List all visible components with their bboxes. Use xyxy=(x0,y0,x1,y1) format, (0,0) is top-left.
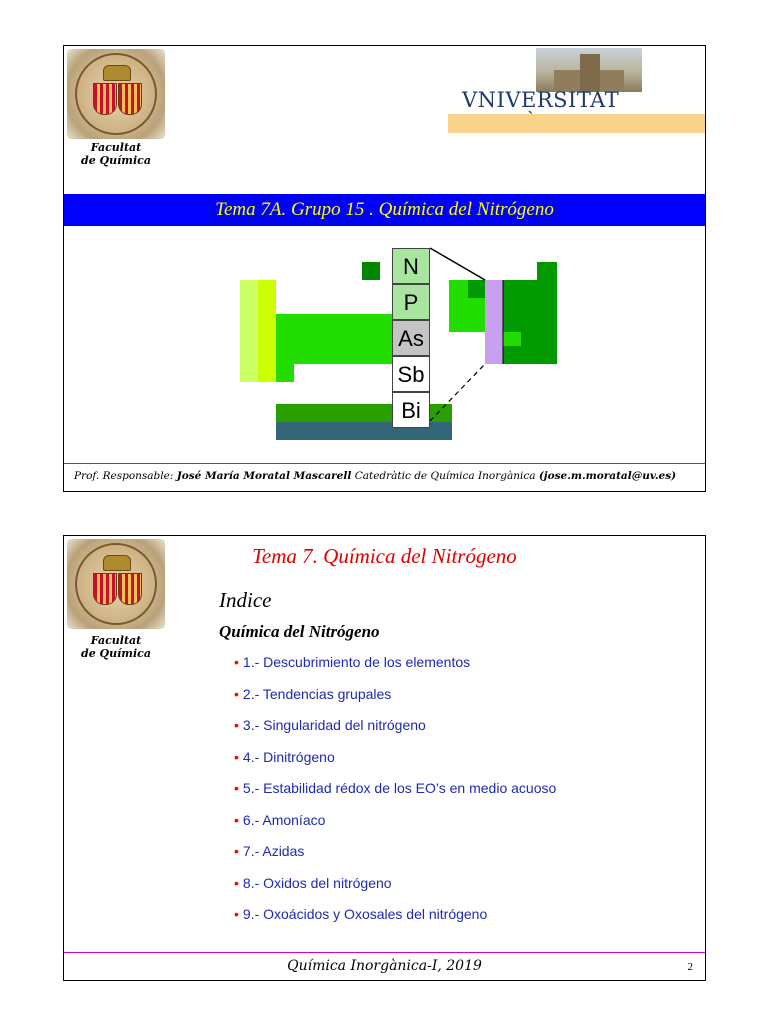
list-item-text: 3.- Singularidad del nitrógeno xyxy=(242,717,426,733)
list-item-text: 7.- Azidas xyxy=(242,843,305,859)
footer-position: Catedràtic de Química Inorgànica xyxy=(354,470,536,482)
faculty-line-2: de Química xyxy=(81,647,151,660)
bullet-icon: • xyxy=(234,874,239,891)
footer-rule xyxy=(64,463,705,464)
bullet-icon: • xyxy=(234,685,239,702)
list-item-text: 9.- Oxoácidos y Oxosales del nitrógeno xyxy=(242,906,488,922)
list-item xyxy=(234,875,556,907)
bullet-icon: • xyxy=(234,717,239,733)
group15-element-column xyxy=(392,248,430,428)
table-of-contents xyxy=(234,654,556,938)
pt-cell xyxy=(468,280,486,298)
list-item xyxy=(234,749,556,781)
bullet-icon: • xyxy=(234,748,239,765)
list-item xyxy=(234,686,556,718)
slide-title: Tema 7A. Grupo 15 . Química del Nitrógeno xyxy=(215,199,554,220)
list-item xyxy=(234,812,556,844)
faculty-line-1: Facultat xyxy=(90,634,142,647)
footer-credits xyxy=(74,470,676,482)
faculty-line-1: Facultat xyxy=(90,141,142,154)
element-as: As xyxy=(392,320,430,356)
footer-professor-name: José María Moratal Mascarell xyxy=(176,470,352,482)
list-item-text: 5.- Estabilidad rédox de los EO’s en medio acuoso xyxy=(242,780,557,796)
index-subheading: Química del Nitrógeno xyxy=(219,622,380,641)
list-item-text: 8.- Oxidos del nitrógeno xyxy=(242,874,392,891)
pt-helium-cell xyxy=(537,262,557,280)
element-bi: Bi xyxy=(392,392,430,428)
pt-block-d-tail xyxy=(276,364,294,382)
list-item-text: 1.- Descubrimiento de los elementos xyxy=(242,654,471,670)
list-item xyxy=(234,717,556,749)
pt-block-s2 xyxy=(258,280,276,382)
pt-cell xyxy=(503,332,521,346)
bullet-icon: • xyxy=(234,654,239,670)
index-heading: Indice xyxy=(219,588,272,612)
slide-title: Tema 7. Química del Nitrógeno xyxy=(252,544,517,568)
periodic-table-graphic xyxy=(64,46,705,466)
footer-role: Prof. Responsable: xyxy=(74,470,174,482)
list-item-text: 4.- Dinitrógeno xyxy=(242,748,335,765)
element-p: P xyxy=(392,284,430,320)
zoom-guide-bottom xyxy=(430,364,485,421)
list-item xyxy=(234,780,556,812)
list-item-text: 2.- Tendencias grupales xyxy=(242,685,392,702)
footer-email: (jose.m.moratal@uv.es) xyxy=(538,470,677,482)
element-n: N xyxy=(392,248,430,284)
pt-block-p-right xyxy=(503,280,557,364)
faculty-name xyxy=(67,634,165,660)
bullet-icon: • xyxy=(234,843,239,859)
element-sb: Sb xyxy=(392,356,430,392)
university-logo-text: VNIVERSITAT xyxy=(462,88,620,112)
faculty-line-2: de Química xyxy=(81,154,151,167)
list-item-text: 6.- Amoníaco xyxy=(242,811,326,828)
list-item xyxy=(234,906,556,938)
slide-1 xyxy=(63,45,706,492)
list-item xyxy=(234,654,556,686)
bullet-icon: • xyxy=(234,780,239,796)
slide-2 xyxy=(63,535,706,981)
bullet-icon: • xyxy=(234,811,239,828)
pt-block-s1 xyxy=(240,280,258,382)
bullet-icon: • xyxy=(234,906,239,922)
footer-course: Química Inorgànica-I, 2019 xyxy=(287,958,482,974)
pt-hydrogen-cell xyxy=(362,262,380,280)
page-number: 2 xyxy=(687,961,693,973)
footer-rule xyxy=(64,952,705,953)
pt-group15-highlight xyxy=(485,280,503,364)
list-item xyxy=(234,843,556,875)
pt-block-d xyxy=(276,314,392,364)
zoom-guide-top xyxy=(430,248,485,280)
